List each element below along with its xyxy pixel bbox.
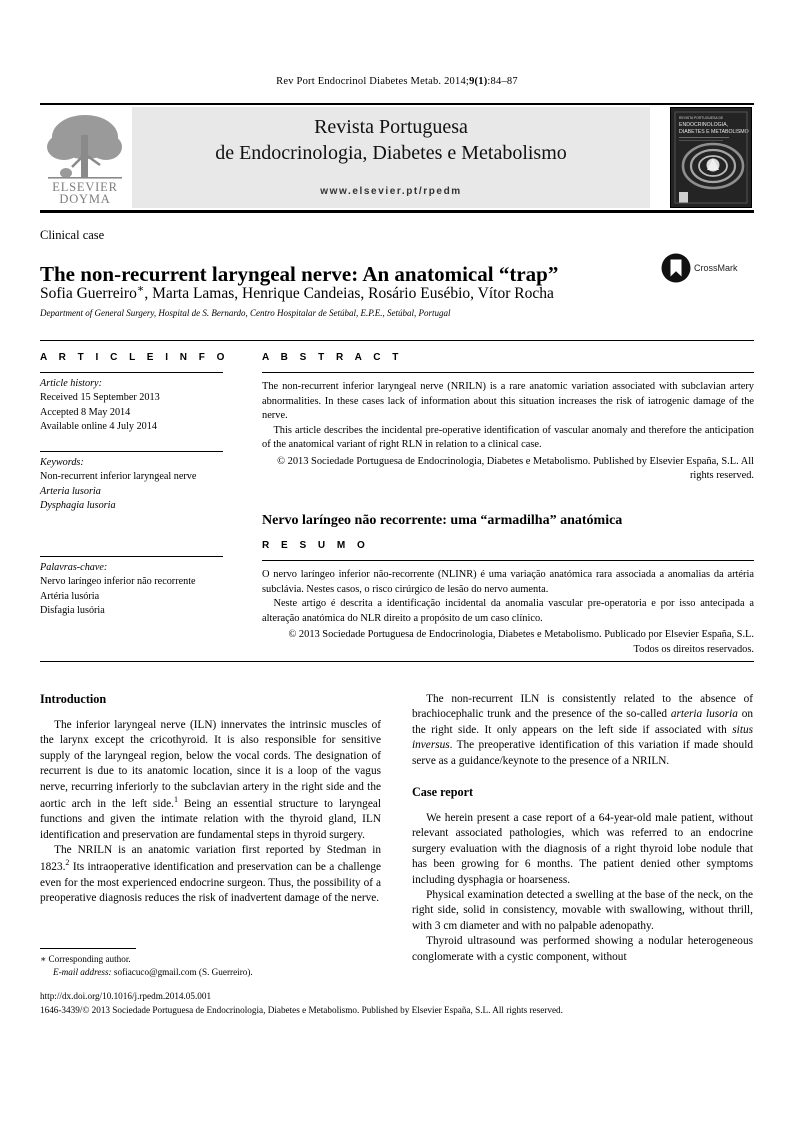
section-heading-case-report: Case report <box>412 785 474 800</box>
abstract-block-top-rule <box>40 340 754 341</box>
resumo-copyright: © 2013 Sociedade Portuguesa de Endocrinologia, Diabetes e Metabolismo. Publicado por Elsevier España, S.L. Todos os direitos reservados. <box>288 629 754 655</box>
crossmark-badge[interactable] <box>660 252 754 286</box>
intro-p2-text-a: The NRILN is an anatomic variation first reported by Stedman in 1823. <box>40 844 381 874</box>
intro-paragraph-1 <box>40 718 381 843</box>
running-head-prefix: Rev Port Endocrinol Diabetes Metab. 2014; <box>276 76 470 87</box>
right-p1-text-a: The non-recurrent ILN is consistently related to the absence of brachiocephalic trunk and the presence of the so-called <box>412 693 753 721</box>
authors-remaining: , Marta Lamas, Henrique Candeias, Rosário Eusébio, Vítor Rocha <box>144 285 554 303</box>
palavras-label: Palavras-chave: <box>40 562 108 573</box>
footnote-rule <box>40 948 136 949</box>
case-paragraph-2: Physical examination detected a swelling at the base of the neck, on the right side, solid in consistency, movable with swallowing, without thrill, with 3 cm diameter and with no palpable adenopathy. <box>412 889 753 932</box>
term-situs-inversus: situs inversus <box>412 723 753 752</box>
email-value[interactable]: sofiacuco@gmail.com (S. Guerreiro). <box>113 967 253 978</box>
resumo-paragraph: O nervo laríngeo inferior não-recorrente (NLINR) é uma variação anatómica rara associada a anomalias da artéria subclávia. Nestes casos, o risco cirúrgico de lesão do nervo aumenta. <box>262 569 754 595</box>
intro-p1-text-a: The inferior laryngeal nerve (ILN) innervates the intrinsic muscles of the larynx except the cricothyroid. It is also responsible for sensitive supply of the laryngeal region, below the vocal cords. The designation of recurrent is due to its anatomic location, since it is a loop of the vagus nerve, recurring inferiorly to the subclavian artery in the right side and the aortic arch in the left side. <box>40 719 381 810</box>
journal-masthead <box>40 103 754 213</box>
footnote-block <box>40 953 385 980</box>
palavras-list <box>40 561 245 619</box>
email-label: E-mail address: <box>53 967 112 978</box>
body-column-right <box>412 692 753 965</box>
resumo-rule <box>262 560 754 561</box>
journal-title <box>132 115 650 166</box>
journal-title-band <box>132 107 650 208</box>
article-history-label: Article history: <box>40 378 102 389</box>
journal-cover-thumbnail <box>670 107 752 208</box>
article-type: Clinical case <box>40 228 105 242</box>
term-arteria-lusoria: arteria lusoria <box>670 708 738 721</box>
running-head-volume: 9(1) <box>469 76 488 87</box>
journal-title-line1: Revista Portuguesa <box>314 116 468 138</box>
running-head-pages: :84–87 <box>487 76 518 87</box>
keyword-item: Non-recurrent inferior laryngeal nerve <box>40 471 197 483</box>
right-paragraph-1 <box>412 692 753 769</box>
palavras-chave-column <box>40 556 245 619</box>
author-affiliation: Department of General Surgery, Hospital de S. Bernardo, Centro Hospitalar de Setúbal, E.P.E., Setúbal, Portugal <box>40 308 451 318</box>
citation-ref[interactable]: 1 <box>173 795 178 805</box>
case-paragraph-3: Thyroid ultrasound was performed showing a nodular heterogeneous conglomerate with a cystic component, without <box>412 935 753 963</box>
resumo-paragraph: Neste artigo é descrita a identificação incidental da anomalia vascular pre-operatoria e por isso antecipada a alteração anatómica do NLR direito a propósito de um caso clínico. <box>262 598 754 624</box>
corresponding-author-note <box>40 953 385 966</box>
palavra-item: Nervo laríngeo inferior não recorrente <box>40 576 196 588</box>
history-available-online: Available online 4 July 2014 <box>40 421 157 433</box>
running-head <box>40 76 754 87</box>
keywords-rule <box>40 451 223 452</box>
palavra-item: Disfagia lusória <box>40 605 105 617</box>
keywords-list <box>40 456 245 514</box>
author-list <box>40 283 700 304</box>
corresponding-author-label: Corresponding author. <box>48 954 131 964</box>
history-received: Received 15 September 2013 <box>40 392 160 404</box>
body-column-left <box>40 692 381 906</box>
cover-title-line2: ENDOCRINOLOGIA, <box>679 122 729 128</box>
keyword-dysphagia-lead: Dysphagia <box>40 500 87 512</box>
cover-title-line3: DIABETES E METABOLISMO <box>679 129 749 135</box>
history-accepted: Accepted 8 May 2014 <box>40 406 131 418</box>
abstract-english <box>262 352 754 484</box>
article-info-column <box>40 352 245 514</box>
intro-p2-text-b: Its intraoperative identification and preservation can be a challenge even for the most experienced endocrine surgeon. Thus, the possibility of a preoperative diagnosis reduces the risk of inadvertent damage of the nerve. <box>40 861 381 904</box>
abstract-body <box>262 380 754 453</box>
journal-url[interactable]: www.elsevier.pt/rpedm <box>320 186 462 197</box>
palavras-rule <box>40 556 223 557</box>
email-note <box>40 966 385 979</box>
article-info-heading: A R T I C L E I N F O <box>40 352 229 363</box>
right-p1-text-c: . The preoperative identification of this variation if made should serve as a guidance/keynote to the presence of a NRILN. <box>412 739 753 767</box>
abstract-portuguese-title: Nervo laríngeo não recorrente: uma “armadilha” anatómica <box>262 513 623 528</box>
abstract-block-bottom-rule <box>40 661 754 662</box>
article-info-rule <box>40 372 223 373</box>
crossmark-label: CrossMark <box>694 263 738 273</box>
citation-ref[interactable]: 2 <box>65 858 70 868</box>
intro-p1-text-b: Being an essential structure to laryngeal functions and given the intimate relation with the thyroid gland, ILN identification and preservation are fundamental steps in thyroid surgery. <box>40 797 381 841</box>
journal-title-line2: de Endocrinologia, Diabetes e Metabolismo <box>215 141 567 164</box>
page-title: The non-recurrent laryngeal nerve: An anatomical “trap” <box>40 262 559 287</box>
keyword-item <box>40 499 245 513</box>
corresponding-author-marker: ∗ <box>136 283 145 295</box>
doi-link[interactable]: http://dx.doi.org/10.1016/j.rpedm.2014.05.001 <box>40 991 212 1001</box>
page-footer <box>40 990 754 1018</box>
right-p1-text-b: on the right side. It only appears on the left side if associated with <box>412 708 753 736</box>
palavra-item: Artéria lusória <box>40 590 100 602</box>
cover-title-line1: REVISTA PORTUGUESA DE <box>679 116 724 120</box>
article-history <box>40 377 245 435</box>
case-paragraph-1: We herein present a case report of a 64-year-old male patient, without relevant associated pathologies, which was referred to an endocrine surgery evaluation with the diagnosis of a right thyroid lobe nodule that has been growing for 6 months. The patient denied other symptoms including dysphagia or hoarseness. <box>412 812 753 886</box>
keyword-item: Arteria lusoria <box>40 485 101 497</box>
intro-paragraph-2 <box>40 843 381 906</box>
abstract-rule <box>262 372 754 373</box>
keywords-label: Keywords: <box>40 456 84 468</box>
crossmark-icon <box>660 252 692 284</box>
footnote-marker: ∗ <box>40 954 47 964</box>
section-heading-introduction: Introduction <box>40 692 107 706</box>
resumo-body <box>262 568 754 626</box>
elsevier-logo <box>42 107 128 208</box>
elsevier-wordmark-line2: DOYMA <box>59 192 111 206</box>
author-first: Sofia Guerreiro <box>40 285 137 303</box>
abstract-heading: A B S T R A C T <box>262 352 403 363</box>
abstract-paragraph: This article describes the incidental pre-operative identification of vascular anomaly and therefore the anticipation of the anatomical variant of right RLN in relation to a clinical case. <box>262 424 754 451</box>
abstract-portuguese <box>262 540 754 657</box>
abstract-paragraph: The non-recurrent inferior laryngeal nerve (NRILN) is a rare anatomic variation associated with subclavian artery abnormalities. In these cases lack of information about this situation increases the risk of iatrogenic damage of the nerve. <box>262 381 754 422</box>
keyword-dysphagia-tail: lusoria <box>86 500 116 512</box>
issn-copyright-line: 1646-3439/© 2013 Sociedade Portuguesa de Endocrinologia, Diabetes e Metabolismo. Published by Elsevier España, S.L. All rights reserved. <box>40 1004 563 1015</box>
elsevier-wordmark-line1: ELSEVIER <box>52 180 118 194</box>
resumo-heading: R E S U M O <box>262 540 370 551</box>
abstract-copyright: © 2013 Sociedade Portuguesa de Endocrinologia, Diabetes e Metabolismo. Published by Elsevier España, S.L. All rights reserved. <box>277 455 754 482</box>
